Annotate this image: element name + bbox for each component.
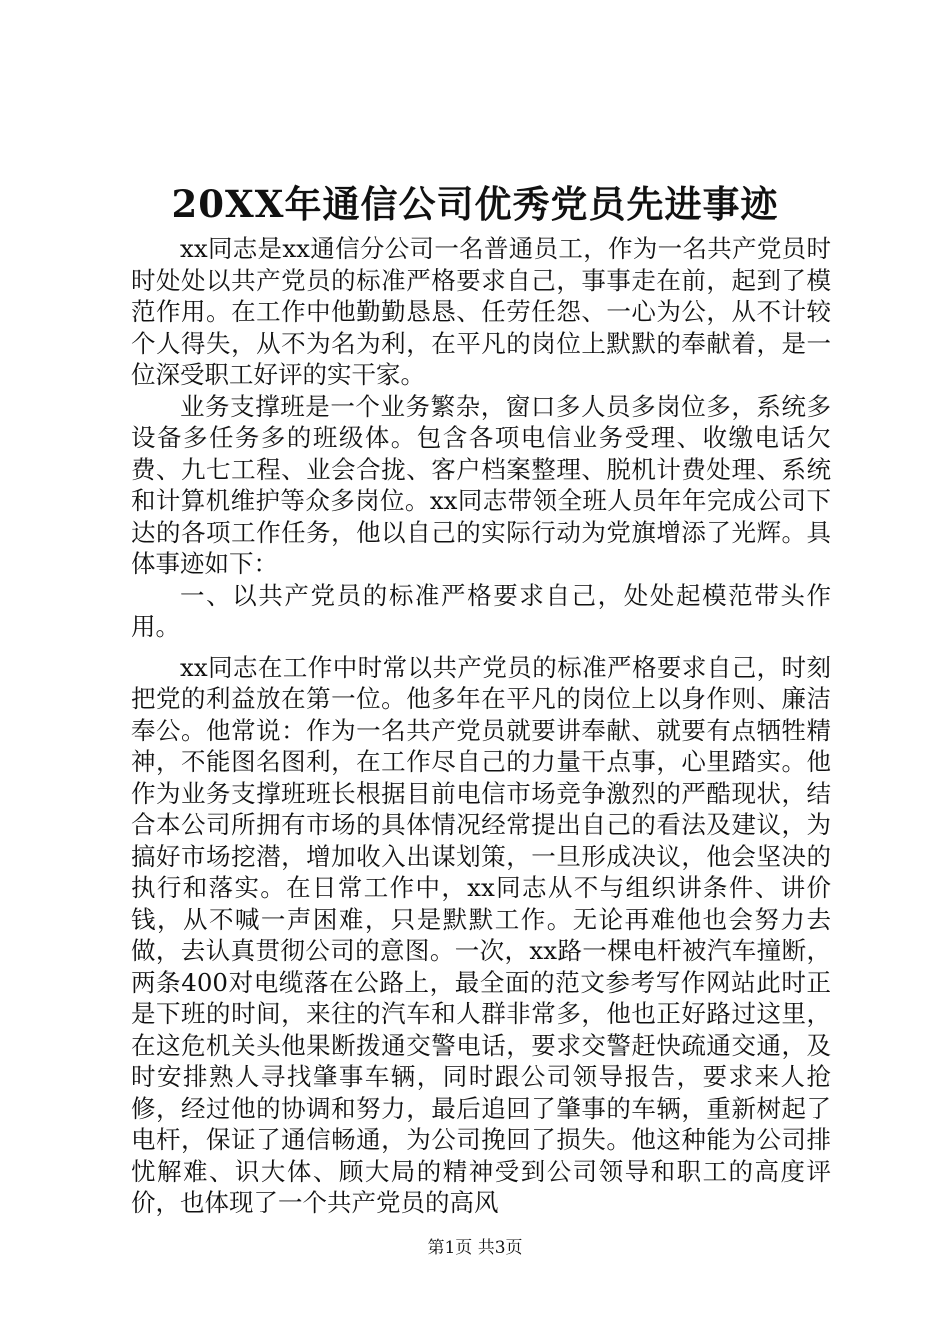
section-heading-1: 一、以共产党员的标准严格要求自己，处处起模范带头作用。	[131, 580, 831, 641]
paragraph-team: 业务支撑班是一个业务繁杂，窗口多人员多岗位多，系统多设备多任务多的班级体。包含各项电信业务受理、收缴电话欠费、九七工程、业会合拢、客户档案整理、脱机计费处理、系统和计算机维护等众多岗位。xx同志带领全班人员年年完成公司下达的各项工作任务，他以自己的实际行动为党旗增添了光辉。具体事迹如下：	[131, 391, 831, 578]
paragraph-intro: xx同志是xx通信分公司一名普通员工，作为一名共产党员时时处处以共产党员的标准严格要求自己，事事走在前，起到了模范作用。在工作中他勤勤恳恳、任劳任怨、一心为公，从不计较个人得失，从不为名为利，在平凡的岗位上默默的奉献着，是一位深受职工好评的实干家。	[131, 234, 831, 389]
document-body	[131, 233, 831, 1219]
paragraph-deeds: xx同志在工作中时常以共产党员的标准严格要求自己，时刻把党的利益放在第一位。他多年在平凡的岗位上以身作则、廉洁奉公。他常说：作为一名共产党员就要讲奉献、就要有点牺牲精神，不能图名图利，在工作尽自己的力量干点事，心里踏实。他作为业务支撑班班长根据目前电信市场竞争激烈的严酷现状，结合本公司所拥有市场的具体情况经常提出自己的看法及建议，为搞好市场挖潜，增加收入出谋划策，一旦形成决议，他会坚决的执行和落实。在日常工作中，xx同志从不与组织讲条件、讲价钱，从不喊一声困难，只是默默工作。无论再难他也会努力去做，去认真贯彻公司的意图。一次，xx路一棵电杆被汽车撞断，两条400对电缆落在公路上，最全面的范文参考写作网站此时正是下班的时间，来往的汽车和人群非常多，他也正好路过这里，在这危机关头他果断拨通交警电话，要求交警赶快疏通交通，及时安排熟人寻找肇事车辆，同时跟公司领导报告，要求来人抢修，经过他的协调和努力，最后追回了肇事的车辆，重新树起了电杆，保证了通信畅通，为公司挽回了损失。他这种能为公司排忧解难、识大体、顾大局的精神受到公司领导和职工的高度评价，也体现了一个共产党员的高风	[131, 652, 831, 1217]
page-footer: 第1页 共3页	[427, 1238, 523, 1258]
document-title: 20XX年通信公司优秀党员先进事迹	[171, 182, 779, 226]
